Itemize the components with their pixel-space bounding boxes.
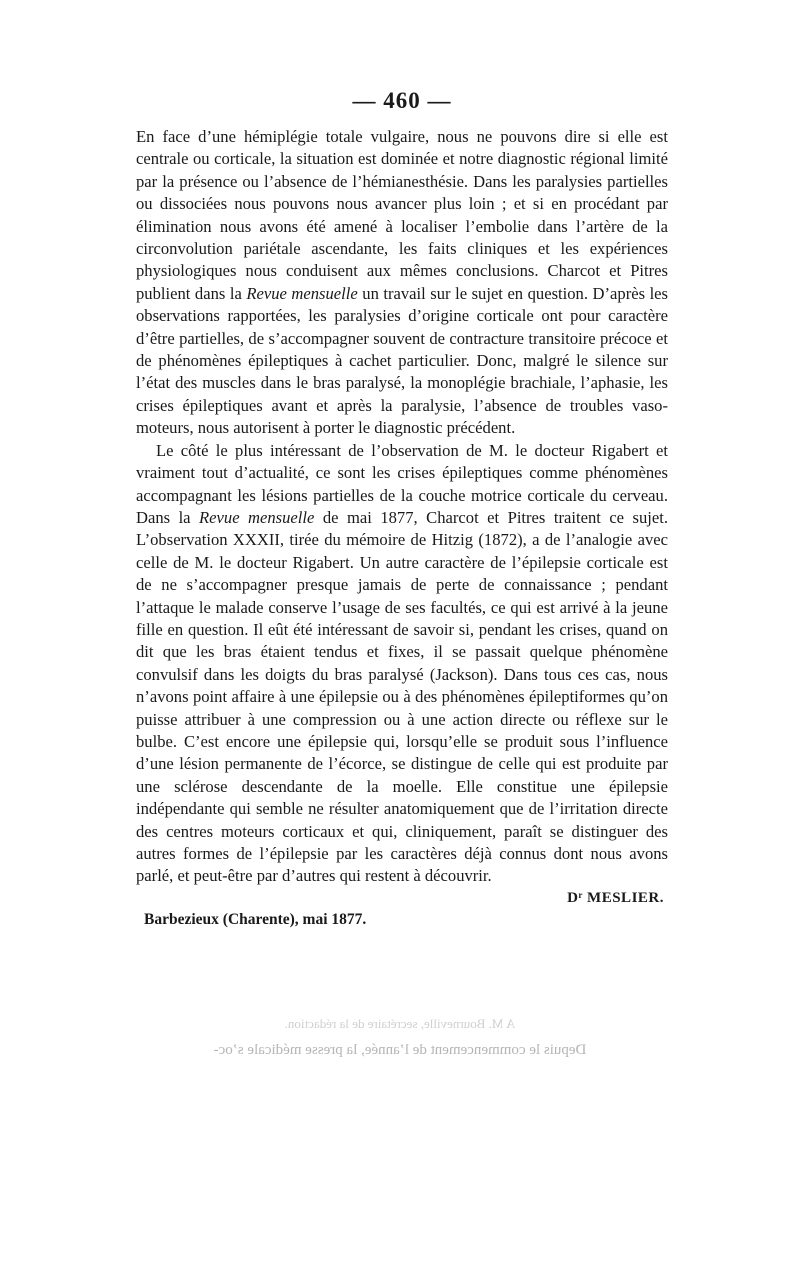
place-date: Barbezieux (Charente), mai 1877. — [144, 910, 367, 928]
page-number: — 460 — — [352, 88, 452, 113]
article-body — [136, 126, 668, 888]
paragraph-1 — [136, 126, 668, 440]
bleed-through-line: Depuis le commencement de l’année, la presse médicale s’oc- — [213, 1042, 587, 1058]
journal-title: Revue mensuelle — [246, 283, 358, 303]
author-signature: Dʳ MESLIER. — [567, 889, 664, 906]
paragraph-text: un travail sur le sujet en question. D’après les observations rapportées, les paralysies d’origine corticale ont pour caractère d’être partielles, de s’accompagner souvent de contracture transitoire précoce et de phénomènes épileptiques à cachet particulier. Donc, malgré le silence sur l’état des muscles dans le bras paralysé, la monoplégie brachiale, l’aphasie, les crises épileptiques avant et après la paralysie, l’absence de troubles vaso-moteurs, nous autorisent à porter le diagnostic précédent. — [136, 283, 668, 438]
paragraph-text: de mai 1877, Charcot et Pitres traitent ce sujet. L’observation XXXII, tirée du mémoire de Hitzig (1872), a de l’analogie avec celle de M. le docteur Rigabert. Un autre caractère de l’épilepsie corticale est de ne s’accompagner presque jamais de perte de connaissance ; pendant l’attaque le malade conserve l’usage de ses facultés, ce qui est arrivé à la jeune fille en question. Il eût été intéressant de savoir si, pendant les crises, quand on dit que les bras étaient tendus et fixes, il se passait quelque phénomène convulsif dans les doigts du bras paralysé (Jackson). Dans tous ces cas, nous n’avons point affaire à une épilepsie ou à des phénomènes épileptiformes qu’on puisse attribuer à une compression ou à une action directe ou réflexe sur le bulbe. C’est encore une épilepsie qui, lorsqu’elle se produit sous l’influence d’une lésion permanente de l’écorce, se distingue de celle qui est produite par une sclérose descendante de la moelle. Elle constitue une épilepsie indépendante qui semble ne résulter anatomiquement que de l’irritation directe des centres moteurs corticaux et qui, cliniquement, paraît se distinguer des autres formes de l’épilepsie par les caractères déjà connus dont nous avons parlé, et peut-être par d’autres qui restent à découvrir. — [136, 507, 669, 886]
paragraph-2 — [136, 440, 668, 888]
page — [136, 88, 668, 929]
journal-title: Revue mensuelle — [199, 507, 315, 527]
paragraph-text: En face d’une hémiplégie totale vulgaire, nous ne pouvons dire si elle est centrale ou corticale, la situation est dominée et notre diagnostic régional limité par la présence ou l’absence de l’hémianesthésie. Dans les paralysies partielles ou dissociées nous pouvons nous avancer plus loin ; et si en procédant par élimination nous avons été amené à localiser l’embolie dans l’artère de la circonvolution pariétale ascendante, les faits cliniques et les expériences physiologiques nous conduisent aux mêmes conclusions. Charcot et Pitres publient dans la — [136, 127, 668, 303]
bleed-through-line: A M. Bourneville, secrétaire de la rédaction. — [284, 1016, 516, 1031]
paragraph-text: Le côté le plus intéressant de l’observation de M. le docteur Rigabert et vraiment tout d’actualité, ce sont les crises épileptiques comme phénomènes accompagnant les lésions partielles de la couche motrice corticale du cerveau. Dans la — [136, 440, 668, 527]
